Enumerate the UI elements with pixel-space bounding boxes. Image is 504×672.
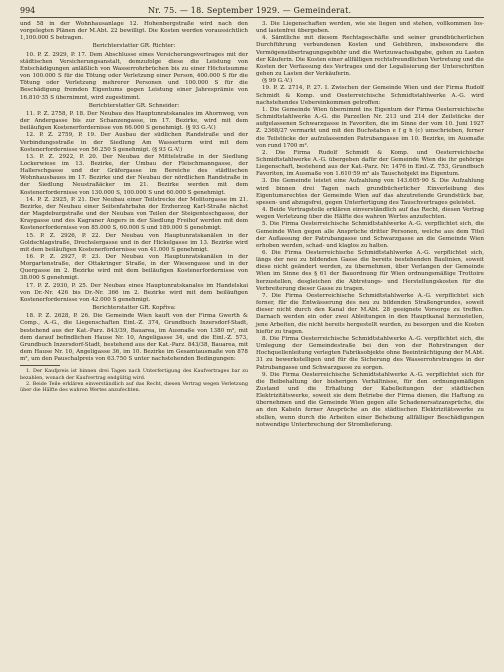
paragraph: 10. P. Z. 2929, P. 17. Dem Abschlusse eines Versicherungsvertrages mit der städtischen Versicherungsanstalt, demzufolge diese die Leistung von Entschädigungen anläßlich von Wasserrohrbrüchen bis zu einer Höchstsumme von 100.000 S für die Tötung oder Verletzung einer Person, 400.000 S für die Tötung oder Verletzung mehrerer Personen und 100.000 S für die Beschädigung fremden Eigentums gegen Leistung einer Jahresprämie von 16.810·35 S übernimmt, wird zugestimmt.	[20, 51, 248, 101]
paragraph: 6. Die Firma Oesterreichische Schmidtstahlwerke A.-G. verpflichtet sich, längs der neu zu bildenden Gasse die bereits bestehenden Baulinien, soweit diese nicht geändert werden, zu übernehmen, über Verlangen der Gemeinde Wien im Sinne des § 61 der Bauordnung für Wien ordnungsmäßige Trottoire herzustellen, desgleichen die Abtretungs- und Herstellungskosten für die Verbreiterung dieser Gasse zu tragen.	[256, 250, 484, 292]
paragraph: 14. P. Z. 2925, P. 21. Der Neubau einer Teilstrecke der Molitorgasse im 21. Bezirke, der Neubau einer Seitenfahrbahn der Erzherzog Karl-Straße nächst der Magdeburgstraße und der Neubau von Teilen der Steigenteschgasse, der Kraygasse und des Kagraner Angers in der Siedlung Freihof werden mit dem Kostenerfordernisse von 85.000 S, 60.000 S und 189.000 S genehmigt.	[20, 196, 248, 232]
paragraph: 5. Die Firma Oesterreichische Schmidtstahlwerke A.-G. verpflichtet sich, die Gemeinde Wien gegen alle Ansprüche dritter Personen, welche aus dem Titel der Auflassung der Patrubangasse und Schwarzgasse an die Gemeinde Wien erhoben werden, schad- und klaglos zu halten.	[256, 221, 484, 249]
paragraph: 3. Die Gemeinde leistet eine Aufzahlung von 143.605·90 S. Die Aufzahlung wird binnen drei Tagen nach grundbücherlicher Einverleibung des Eigentumsrechtes der Gemeinde Wien auf das abzutretende Grundstück bar, spesen- und abzugsfrei, gegen Unterfertigung des Tauschvertrages geleistet.	[256, 178, 484, 206]
footnote: 1. Der Kaufpreis ist binnen drei Tagen nach Unterfertigung des Kaufvertrages bar zu bezahlen, wonach der Kaufvertrag endgültig wird.	[20, 368, 248, 381]
section-heading: Berichterstatter GR. Schneider:	[88, 102, 180, 109]
paragraph: 17. P. Z. 2930, P. 25. Der Neubau eines Hauptunratskanales im Handelskai von Dr.-Nr. 426 bis Dr.-Nr. 366 im 2. Bezirke wird mit dem beiläufigen Kostenerfordernisse von 42.000 S genehmigt.	[20, 282, 248, 303]
paragraph: und 58 in der Wohnhausanlage 12. Hohenbergstraße wird nach den vorgelegten Plänen der M.Abt. 22 bewilligt. Die Kosten werden voraussichtlich 1,100.000 S betragen.	[20, 21, 248, 42]
section-heading: Berichterstatter GR. Richter:	[92, 43, 176, 50]
paragraph: 7. Die Firma Oesterreichische Schmidtstahlwerke A.-G. verpflichtet sich ferner, für die Entwässerung des neu zu bildenden Straßengrundes, soweit dieser nicht durch den Kanal der M.Abt. 28 geeignete Vorsorge zu treffen. Darnach werden ein oder zwei Ableitungen in den Hauptkanal herzustellen, jene Arbeiten, die nicht bereits hergestellt wurden, zu besorgen und die Kosten hiefür zu tragen.	[256, 292, 484, 335]
paragraph: 4. Beide Vertragsteile erklären einverständlich auf das Recht, diesen Vertrag wegen Verletzung über die Hälfte des wahren Wertes anzufechten.	[256, 207, 484, 221]
paragraph: 11. P. Z. 2758, P. 18. Der Neubau des Hauptunratskanales im Ahornweg, von der Andergasse bis zur Schanzengasse, im 17. Bezirke, wird mit dem beiläufigen Kostenerfordernisse von 66.000 S genehmigt. (§ 93 G.-V.)	[20, 110, 248, 132]
section-heading: Berichterstatter GR. Kopřiva:	[92, 305, 176, 312]
footnote-rule	[20, 365, 60, 366]
paragraph: 15. P. Z. 2926, P. 22. Der Neubau von Hauptunratskanälen in der Goldschlagstraße, Drechslergasse und in der Hickelgasse im 13. Bezirke wird mit dem beiläufigen Kostenerfordernisse von 41.000 S genehmigt.	[20, 232, 248, 253]
paragraph: 8. Die Firma Oesterreichische Schmidtstahlwerke A.-G. verpflichtet sich, die Umlegung der Gemeindestraße bei den von der Rohrstrangen der Hochquellenleitung verlegten Fabriksobjekte ohne Beeinträchtigung der M.Abt. 31 zu bewerkstelligen und für die Sicherung des Wasserrohrstranges in der Patrubangasse und Schwarzgasse zu sorgen.	[256, 335, 484, 371]
paragraph: 3. Die Liegenschaften werden, wie sie liegen und stehen, vollkommen los- und lastenfrei übergeben.	[256, 21, 484, 35]
paragraph: 1. Die Gemeinde Wien übernimmt ins Eigentum der Firma Oesterreichische Schmidtstahlwerke A.-G. die Parzellen Nr. 213 und 214 der Zeilstücke der aufgelassenen Schwarzgasse in Favoriten, die im Sinne der vom 10. Juni 1927 Z. 2368/27 vermarkt und mit den Buchstaben e f g h (c) umschrieben, ferner die Teilstücke der aufzulassenden Patrubangasse im 10. Bezirke, im Ausmaße von rund 1700 m².	[256, 106, 484, 149]
page-number: 994	[20, 6, 36, 15]
left-column	[20, 21, 248, 429]
paragraph: 2. Die Firma Rudolf Schmidt & Komp. und Oesterreichische Schmidtstahlwerke A.-G. übergeben dafür der Gemeinde Wien die ihr gehörige Liegenschaft, bestehend aus der Kat.-Parz. Nr. 1476 in Einl.-Z. 753, Grundbuch Favoriten, im Ausmaße von 1.610·59 m² als Tauschobjekt ins Eigentum.	[256, 149, 484, 178]
paragraph: 19. P. Z. 2714, P. 27. I. Zwischen der Gemeinde Wien und der Firma Rudolf Schmidt & Komp. und Oesterreichische Schmidtstahlwerke A.-G. wird nachstehendes Uebereinkommen getroffen:	[256, 85, 484, 106]
footnote: 2. Beide Teile erklären einverständlich auf das Recht, diesen Vertrag wegen Verletzung über die Hälfte des wahren Wertes anzufechten.	[20, 380, 248, 393]
paragraph: 12. P. Z. 2759, P. 19. Der Ausbau der südlichen Randstraße und der Verbindungsstraße in der Siedlung Am Wasserturm wird mit dem Kostenerfordernisse von 56.250 S genehmigt. (§ 93 G.-V.)	[20, 132, 248, 153]
paragraph: 18. P. Z. 2628, P. 26. Die Gemeinde Wien kauft von der Firma Gwerth & Comp., A.-G., die Liegenschaften Einl.-Z. 374, Grundbuch Inzersdorf-Stadt, bestehend aus der Kat.-Parz. 843/39, Bauarea, im Ausmaße von 1380 m², mit dem darauf befindlichen Hause Nr. 10, Angeligasse 34, und die Einl.-Z. 573, Grundbuch Inzersdorf-Stadt, bestehend aus der Kat.-Parz. 843/38, Bauarea, mit dem Hause Nr. 10, Angeligasse 36, im 10. Bezirke im Gesamtausmaße von 878 m², um den Pauschalpreis von 63.750 S unter nachstehenden Bedingungen:	[20, 313, 248, 363]
page-header	[20, 6, 484, 18]
paragraph: (§ 99 G.-V.)	[262, 78, 293, 85]
paragraph: 4. Sämtliche mit diesem Rechtsgeschäfte und seiner grundbücherlichen Durchführung verbundenen Kosten und Gebühren, insbesondere die Vermögensübertragungsgebühr und die Wertzuwachsabgabe, gehen zu Lasten der Käuferin. Die Kosten einer allfälligen rechtsfreundlichen Vertretung und die Kosten der Verfassung des Vertrages und der Legalisierung der Unterschriften gehen zu Lasten der Verkäuferin.	[256, 35, 484, 78]
right-column	[256, 21, 484, 429]
paragraph: 13. P. Z. 2922, P. 20. Der Neubau der Mittelstraße in der Siedlung Lockerwiese im 13. Bezirke, der Umbau der Fleischmanngasse, der Hallerschgasse und der Gräfergasse im Bereiche des städtischen Wohnhausbaues im 17. Bezirke und der Neubau der nördlichen Randstraße in der Siedlung Neustraßäcker im 21. Bezirke werden mit dem Kostenerfordernisse von 130.000 S, 100.000 S und 60.000 S genehmigt.	[20, 153, 248, 196]
issue-line: Nr. 75. — 18. September 1929. — Gemeinderat.	[147, 6, 352, 15]
paragraph: 9. Die Firma Oesterreichische Schmidtstahlwerke A.-G. verpflichtet sich für die Beibehaltung der bisherigen Verhältnisse, für den ordnungsmäßigen Zustand und die Erhaltung der Kabelleitungen der städtischen Elektrizitätswerke, soweit sie dem Betriebe der Firma dienen, die Haftung zu übernehmen und die Gemeinde Wien gegen alle Schadenersatzansprüche, die an den Kabeln ferner Ansprüche an die städtischen Elektrizitätswerke zu stellen, wenn durch die Arbeiten einer Behebung allfälliger Beschädigungen notwendige Unterbrechung der Stromlieferung.	[256, 371, 484, 428]
paragraph: 16. P. Z. 2927, P. 23. Der Neubau von Hauptunratskanälen in der Morgartenstraße, der Ottakringer Straße, in der Wiesengasse und in der Quergasse im 2. Bezirke wird mit dem beiläufigen Kostenerfordernisse von 38.000 S genehmigt.	[20, 254, 248, 282]
